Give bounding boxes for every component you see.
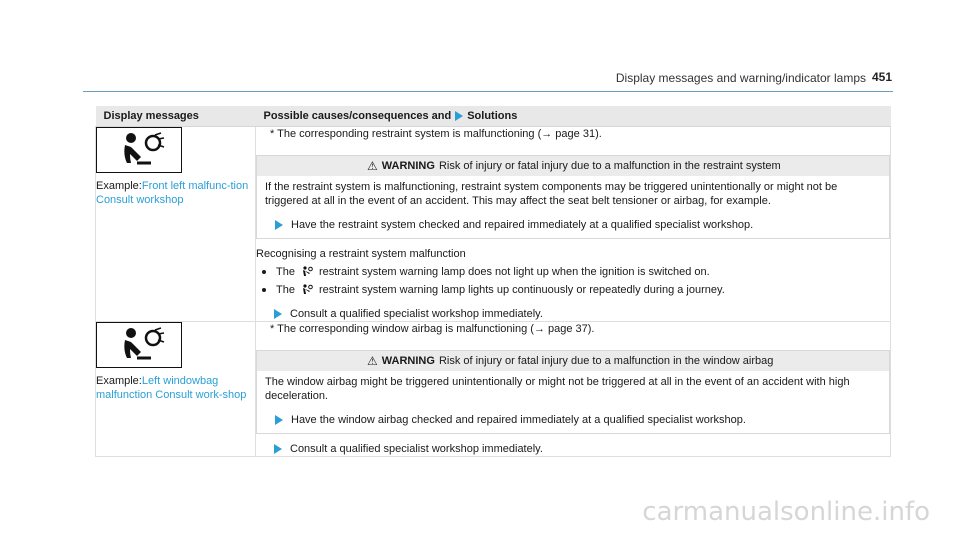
solutions-cell	[256, 322, 891, 457]
warning-label: WARNING	[381, 355, 435, 367]
final-step-text: Consult a qualified specialist workshop immediately.	[290, 308, 543, 320]
warning-step	[257, 212, 889, 238]
solutions-cell	[256, 127, 891, 322]
play-arrow-icon	[274, 444, 282, 454]
list-item	[256, 263, 890, 281]
display-messages-table	[95, 106, 891, 457]
page-number: 451	[871, 70, 892, 84]
final-step-text: Consult a qualified specialist workshop immediately.	[290, 443, 543, 455]
bullet-list	[256, 263, 890, 299]
warning-title: Risk of injury or fatal injury due to a malfunction in the window airbag	[438, 355, 774, 367]
example-prefix: Example:	[96, 375, 142, 387]
bullet-pre: The	[276, 284, 295, 296]
recognising-heading: Recognising a restraint system malfunction	[256, 248, 466, 260]
table-row	[96, 127, 891, 322]
example-message-link[interactable]: Left windowbag malfunction Consult work-shop	[96, 375, 247, 401]
restraint-lamp-icon	[301, 284, 313, 296]
col-header-solutions-label: Solutions	[467, 110, 518, 122]
col-header-display-messages: Display messages	[96, 106, 256, 127]
example-text	[96, 179, 255, 207]
bullet-post: restraint system warning lamp does not light up when the ignition is switched on.	[318, 266, 710, 278]
bullet-pre: The	[276, 266, 295, 278]
warning-label: WARNING	[381, 160, 435, 172]
example-text	[96, 374, 255, 402]
bullet-post: restraint system warning lamp lights up continuously or repeatedly during a journey.	[318, 284, 725, 296]
restraint-lamp-icon	[301, 266, 313, 278]
table-row	[96, 322, 891, 457]
col-header-solutions	[256, 106, 891, 127]
warning-triangle-icon: ⚠	[367, 354, 378, 368]
play-arrow-icon	[275, 220, 283, 230]
play-arrow-icon	[455, 111, 463, 121]
col-header-causes-label: Possible causes/consequences and	[263, 110, 452, 122]
airbag-warning-icon	[96, 322, 182, 368]
page-header-title: Display messages and warning/indicator lamps	[615, 71, 866, 85]
warning-step-text: Have the window airbag checked and repaired immediately at a qualified specialist workshop.	[291, 414, 746, 426]
watermark: carmanualsonline.info	[642, 497, 930, 527]
warning-title: Risk of injury or fatal injury due to a malfunction in the restraint system	[438, 160, 781, 172]
example-prefix: Example:	[96, 180, 142, 192]
warning-box	[256, 155, 890, 239]
bullet-dot	[262, 270, 266, 274]
display-message-cell	[96, 127, 256, 322]
warning-body: The window airbag might be triggered unintentionally or might not be triggered at all in the event of an accident with high deceleration.	[265, 376, 850, 402]
warning-body: If the restraint system is malfunctioning, restraint system components may be triggered unintentionally or might not be triggered at all in the event of an accident. This may affect the seat belt tensioner or airbag, for example.	[265, 181, 838, 207]
warning-step-text: Have the restraint system checked and repaired immediately at a qualified specialist workshop.	[291, 219, 754, 231]
play-arrow-icon	[275, 415, 283, 425]
warning-box	[256, 350, 890, 434]
warning-header	[257, 351, 889, 371]
final-step	[256, 307, 890, 321]
header-rule	[83, 91, 893, 92]
bullet-dot	[262, 288, 266, 292]
warning-triangle-icon: ⚠	[367, 159, 378, 173]
list-item	[256, 281, 890, 299]
cause-text: * The corresponding restraint system is malfunctioning (→ page 31).	[270, 128, 602, 140]
cause-text: * The corresponding window airbag is malfunctioning (→ page 37).	[270, 323, 595, 335]
play-arrow-icon	[274, 309, 282, 319]
example-message-link[interactable]: Front left malfunc-tion Consult workshop	[96, 180, 249, 206]
warning-step	[257, 407, 889, 433]
display-message-cell	[96, 322, 256, 457]
final-step	[256, 442, 890, 456]
airbag-warning-icon	[96, 127, 182, 173]
warning-header	[257, 156, 889, 176]
